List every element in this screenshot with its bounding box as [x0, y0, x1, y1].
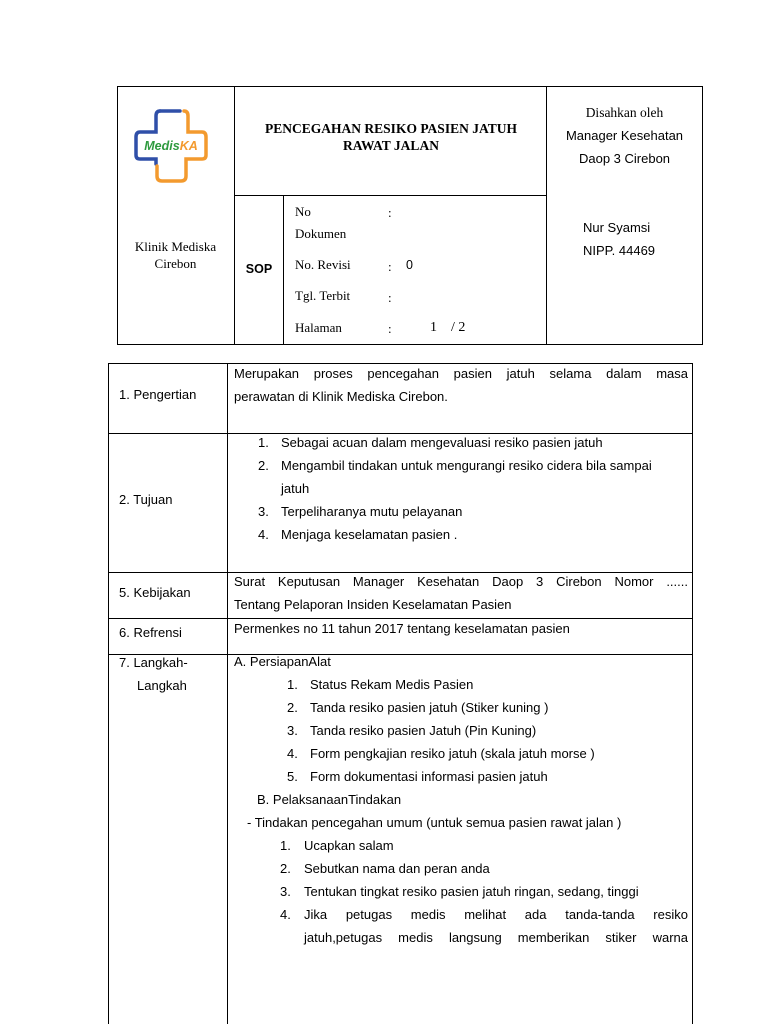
list-item: 1. Status Rekam Medis Pasien — [287, 677, 474, 692]
list-item: 2. Sebutkan nama dan peran anda — [280, 861, 490, 876]
pengertian-line2: perawatan di Klinik Mediska Cirebon. — [234, 389, 448, 404]
list-item: 5. Form dokumentasi informasi pasien jatuh — [287, 769, 548, 784]
field-revisi-label: No. Revisi — [295, 257, 351, 272]
kebijakan-line2: Tentang Pelaporan Insiden Keselamatan Pasien — [234, 597, 512, 612]
field-revisi-colon: : — [388, 259, 392, 274]
list-item: 3. Terpeliharanya mutu pelayanan — [258, 504, 463, 519]
tujuan-list — [234, 431, 688, 546]
list-item: 4. Form pengkajian resiko jatuh (skala jatuh morse ) — [287, 746, 595, 761]
approver-name: Nur Syamsi — [583, 220, 651, 235]
sop-title-line1: PENCEGAHAN RESIKO PASIEN JATUH — [265, 121, 517, 136]
field-no-dokumen-label-1: No — [295, 204, 311, 219]
clinic-name-line1: Klinik Mediska — [134, 239, 217, 254]
field-halaman-page: 1 — [430, 320, 437, 335]
list-item-continuation: jatuh — [281, 481, 310, 496]
pengertian-line1: Merupakan proses pencegahan pasien jatuh selama dalam masa — [234, 366, 688, 381]
approval-line1: Disahkan oleh — [585, 105, 664, 120]
list-item-continuation: jatuh,petugas medis langsung memberikan stiker warna — [304, 930, 688, 945]
langkah-content — [234, 650, 688, 949]
list-item: 4. Jika petugas medis melihat ada tanda-tanda resiko — [280, 907, 688, 922]
list-item: 3. Tentukan tingkat resiko pasien jatuh ringan, sedang, tinggi — [280, 884, 639, 899]
refrensi-line1: Permenkes no 11 tahun 2017 tentang keselamatan pasien — [234, 621, 570, 636]
clinic-logo — [134, 108, 208, 184]
list-item: 3. Tanda resiko pasien Jatuh (Pin Kuning) — [287, 723, 537, 738]
list-item: 1. Sebagai acuan dalam mengevaluasi resiko pasien jatuh — [258, 435, 603, 450]
field-halaman-total: / 2 — [451, 320, 466, 335]
field-halaman-label: Halaman — [295, 320, 342, 335]
sop-label: SOP — [245, 262, 273, 276]
row-label-kebijakan: 5. Kebijakan — [119, 585, 191, 600]
list-item: 2. Tanda resiko pasien jatuh (Stiker kuning ) — [287, 700, 549, 715]
field-no-dokumen-label-2: Dokumen — [295, 226, 347, 241]
row-label-langkah-2: Langkah — [137, 678, 187, 693]
approval-line3: Daop 3 Cirebon — [578, 151, 671, 166]
pelaksanaan-heading: B. PelaksanaanTindakan — [257, 792, 402, 807]
pelaksanaan-subheading: - Tindakan pencegahan umum (untuk semua pasien rawat jalan ) — [247, 815, 622, 830]
list-item: 1. Ucapkan salam — [280, 838, 394, 853]
persiapan-alat-heading: A. PersiapanAlat — [234, 654, 331, 669]
svg-text:MedisKA: MedisKA — [144, 139, 198, 153]
sop-title-line2: RAWAT JALAN — [343, 138, 439, 153]
field-terbit-label: Tgl. Terbit — [295, 288, 351, 303]
field-revisi-value: 0 — [406, 258, 413, 272]
approval-line2: Manager Kesehatan — [565, 128, 684, 143]
field-terbit-colon: : — [388, 290, 392, 305]
row-label-tujuan: 2. Tujuan — [119, 492, 173, 507]
list-item: 2. Mengambil tindakan untuk mengurangi resiko cidera bila sampai — [258, 458, 652, 473]
approver-nipp: NIPP. 44469 — [583, 243, 656, 258]
row-label-refrensi: 6. Refrensi — [119, 625, 182, 640]
field-halaman-colon: : — [388, 321, 392, 336]
row-label-langkah-1: 7. Langkah- — [119, 655, 188, 670]
row-label-pengertian: 1. Pengertian — [119, 387, 197, 402]
list-item: 4. Menjaga keselamatan pasien . — [258, 527, 458, 542]
kebijakan-line1: Surat Keputusan Manager Kesehatan Daop 3 Cirebon Nomor ...... — [234, 574, 688, 589]
field-no-dokumen-colon: : — [388, 205, 392, 220]
clinic-name-line2: Cirebon — [154, 256, 197, 271]
